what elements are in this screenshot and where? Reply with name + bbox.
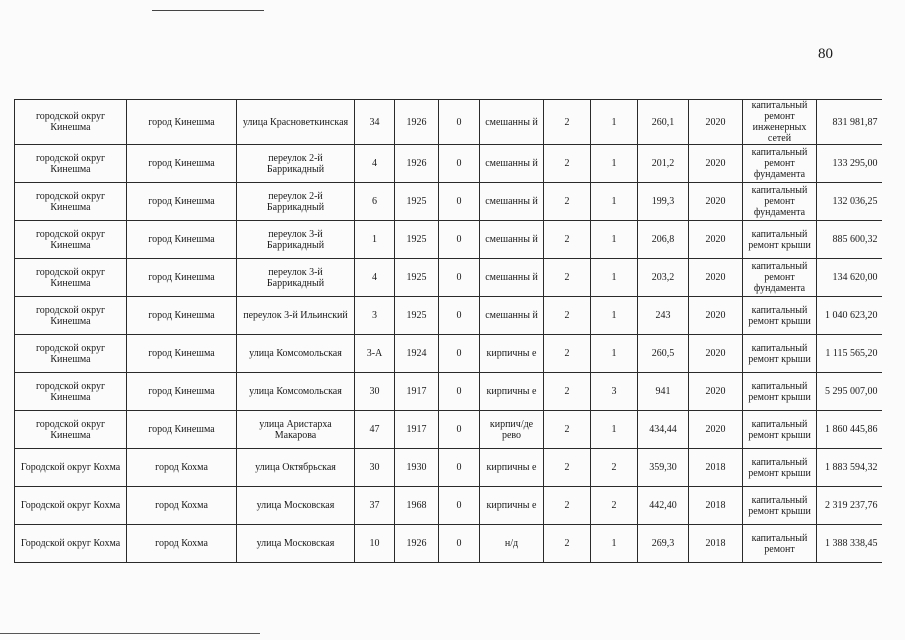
build-year-cell: 1925 [395,183,439,221]
street-cell: переулок 3-й Ильинский [237,297,355,335]
area-cell: 269,3 [638,525,689,563]
street-cell: улица Аристарха Макарова [237,411,355,449]
city-cell: город Кинешма [127,221,237,259]
flag-cell: 0 [439,145,480,183]
city-cell: город Кохма [127,449,237,487]
floors-cell: 2 [544,373,591,411]
flag-cell: 0 [439,373,480,411]
page-number: 80 [818,46,833,62]
house-number-cell: 4 [355,145,395,183]
cost-cell: 1 860 445,86 [817,411,882,449]
floors-cell: 2 [544,100,591,145]
work-year-cell: 2020 [689,373,743,411]
entrances-cell: 1 [591,221,638,259]
flag-cell: 0 [439,297,480,335]
street-cell: переулок 2-й Баррикадный [237,145,355,183]
house-number-cell: 6 [355,183,395,221]
area-cell: 201,2 [638,145,689,183]
work-type-cell: капитальный ремонт крыши [743,449,817,487]
house-number-cell: 30 [355,373,395,411]
table-row [15,487,882,525]
flag-cell: 0 [439,259,480,297]
wall-material-cell: н/д [480,525,544,563]
wall-material-cell: кирпич/де рево [480,411,544,449]
city-cell: город Кинешма [127,145,237,183]
table-row [15,145,882,183]
district-cell: городской округ Кинешма [15,183,127,221]
house-number-cell: 3-А [355,335,395,373]
work-type-cell: капитальный ремонт крыши [743,335,817,373]
build-year-cell: 1925 [395,221,439,259]
table-row [15,335,882,373]
cost-cell: 1 040 623,20 [817,297,882,335]
cost-cell: 133 295,00 [817,145,882,183]
district-cell: городской округ Кинешма [15,221,127,259]
area-cell: 243 [638,297,689,335]
scan-line-top [152,10,264,11]
cost-cell: 5 295 007,00 [817,373,882,411]
floors-cell: 2 [544,335,591,373]
district-cell: Городской округ Кохма [15,449,127,487]
table-row [15,373,882,411]
entrances-cell: 1 [591,183,638,221]
work-type-cell: капитальный ремонт крыши [743,487,817,525]
table-row [15,525,882,563]
work-type-cell: капитальный ремонт инженерных сетей [743,100,817,145]
district-cell: городской округ Кинешма [15,100,127,145]
work-year-cell: 2020 [689,411,743,449]
wall-material-cell: кирпичны е [480,449,544,487]
table-row [15,297,882,335]
cost-cell: 1 115 565,20 [817,335,882,373]
city-cell: город Кохма [127,525,237,563]
work-year-cell: 2020 [689,100,743,145]
housing-repair-table [14,99,882,563]
cost-cell: 885 600,32 [817,221,882,259]
floors-cell: 2 [544,183,591,221]
district-cell: городской округ Кинешма [15,297,127,335]
work-type-cell: капитальный ремонт фундамента [743,183,817,221]
entrances-cell: 1 [591,335,638,373]
house-number-cell: 3 [355,297,395,335]
street-cell: переулок 3-й Баррикадный [237,221,355,259]
work-type-cell: капитальный ремонт крыши [743,297,817,335]
street-cell: улица Комсомольская [237,373,355,411]
entrances-cell: 2 [591,449,638,487]
wall-material-cell: смешанны й [480,259,544,297]
entrances-cell: 1 [591,100,638,145]
district-cell: городской округ Кинешма [15,145,127,183]
cost-cell: 1 388 338,45 [817,525,882,563]
district-cell: городской округ Кинешма [15,373,127,411]
wall-material-cell: смешанны й [480,145,544,183]
area-cell: 203,2 [638,259,689,297]
house-number-cell: 30 [355,449,395,487]
build-year-cell: 1926 [395,145,439,183]
work-type-cell: капитальный ремонт крыши [743,373,817,411]
build-year-cell: 1925 [395,259,439,297]
street-cell: переулок 3-й Баррикадный [237,259,355,297]
work-year-cell: 2018 [689,525,743,563]
street-cell: улица Октябрьская [237,449,355,487]
build-year-cell: 1926 [395,525,439,563]
floors-cell: 2 [544,525,591,563]
house-number-cell: 37 [355,487,395,525]
flag-cell: 0 [439,449,480,487]
table-row [15,100,882,145]
floors-cell: 2 [544,449,591,487]
floors-cell: 2 [544,297,591,335]
wall-material-cell: смешанны й [480,100,544,145]
cost-cell: 1 883 594,32 [817,449,882,487]
street-cell: улица Комсомольская [237,335,355,373]
entrances-cell: 2 [591,487,638,525]
entrances-cell: 1 [591,297,638,335]
area-cell: 206,8 [638,221,689,259]
street-cell: улица Московская [237,525,355,563]
floors-cell: 2 [544,259,591,297]
house-number-cell: 34 [355,100,395,145]
house-number-cell: 1 [355,221,395,259]
work-type-cell: капитальный ремонт крыши [743,221,817,259]
wall-material-cell: кирпичны е [480,335,544,373]
wall-material-cell: кирпичны е [480,487,544,525]
cost-cell: 2 319 237,76 [817,487,882,525]
work-year-cell: 2020 [689,259,743,297]
flag-cell: 0 [439,183,480,221]
work-year-cell: 2018 [689,487,743,525]
build-year-cell: 1930 [395,449,439,487]
table-row [15,411,882,449]
area-cell: 442,40 [638,487,689,525]
district-cell: Городской округ Кохма [15,525,127,563]
city-cell: город Кинешма [127,373,237,411]
entrances-cell: 1 [591,525,638,563]
area-cell: 199,3 [638,183,689,221]
build-year-cell: 1926 [395,100,439,145]
area-cell: 434,44 [638,411,689,449]
area-cell: 260,1 [638,100,689,145]
wall-material-cell: смешанны й [480,297,544,335]
cost-cell: 132 036,25 [817,183,882,221]
entrances-cell: 1 [591,411,638,449]
district-cell: Городской округ Кохма [15,487,127,525]
city-cell: город Кинешма [127,183,237,221]
floors-cell: 2 [544,487,591,525]
flag-cell: 0 [439,487,480,525]
work-type-cell: капитальный ремонт крыши [743,411,817,449]
district-cell: городской округ Кинешма [15,259,127,297]
entrances-cell: 1 [591,259,638,297]
floors-cell: 2 [544,221,591,259]
street-cell: улица Красноветкинская [237,100,355,145]
table-row [15,259,882,297]
cost-cell: 831 981,87 [817,100,882,145]
city-cell: город Кинешма [127,335,237,373]
build-year-cell: 1917 [395,411,439,449]
flag-cell: 0 [439,335,480,373]
city-cell: город Кинешма [127,297,237,335]
wall-material-cell: смешанны й [480,221,544,259]
city-cell: город Кинешма [127,411,237,449]
build-year-cell: 1968 [395,487,439,525]
house-number-cell: 10 [355,525,395,563]
build-year-cell: 1924 [395,335,439,373]
area-cell: 941 [638,373,689,411]
house-number-cell: 4 [355,259,395,297]
street-cell: переулок 2-й Баррикадный [237,183,355,221]
city-cell: город Кинешма [127,259,237,297]
work-year-cell: 2020 [689,221,743,259]
floors-cell: 2 [544,411,591,449]
work-year-cell: 2020 [689,145,743,183]
table-row [15,221,882,259]
scan-line-bottom [0,633,260,634]
flag-cell: 0 [439,525,480,563]
street-cell: улица Московская [237,487,355,525]
entrances-cell: 1 [591,145,638,183]
flag-cell: 0 [439,221,480,259]
work-year-cell: 2020 [689,183,743,221]
build-year-cell: 1925 [395,297,439,335]
house-number-cell: 47 [355,411,395,449]
wall-material-cell: смешанны й [480,183,544,221]
table-row [15,183,882,221]
district-cell: городской округ Кинешма [15,335,127,373]
flag-cell: 0 [439,100,480,145]
cost-cell: 134 620,00 [817,259,882,297]
floors-cell: 2 [544,145,591,183]
work-year-cell: 2020 [689,297,743,335]
work-type-cell: капитальный ремонт фундамента [743,145,817,183]
district-cell: городской округ Кинешма [15,411,127,449]
area-cell: 260,5 [638,335,689,373]
work-year-cell: 2018 [689,449,743,487]
city-cell: город Кохма [127,487,237,525]
area-cell: 359,30 [638,449,689,487]
city-cell: город Кинешма [127,100,237,145]
work-year-cell: 2020 [689,335,743,373]
flag-cell: 0 [439,411,480,449]
work-type-cell: капитальный ремонт [743,525,817,563]
entrances-cell: 3 [591,373,638,411]
build-year-cell: 1917 [395,373,439,411]
table-row [15,449,882,487]
wall-material-cell: кирпичны е [480,373,544,411]
work-type-cell: капитальный ремонт фундамента [743,259,817,297]
